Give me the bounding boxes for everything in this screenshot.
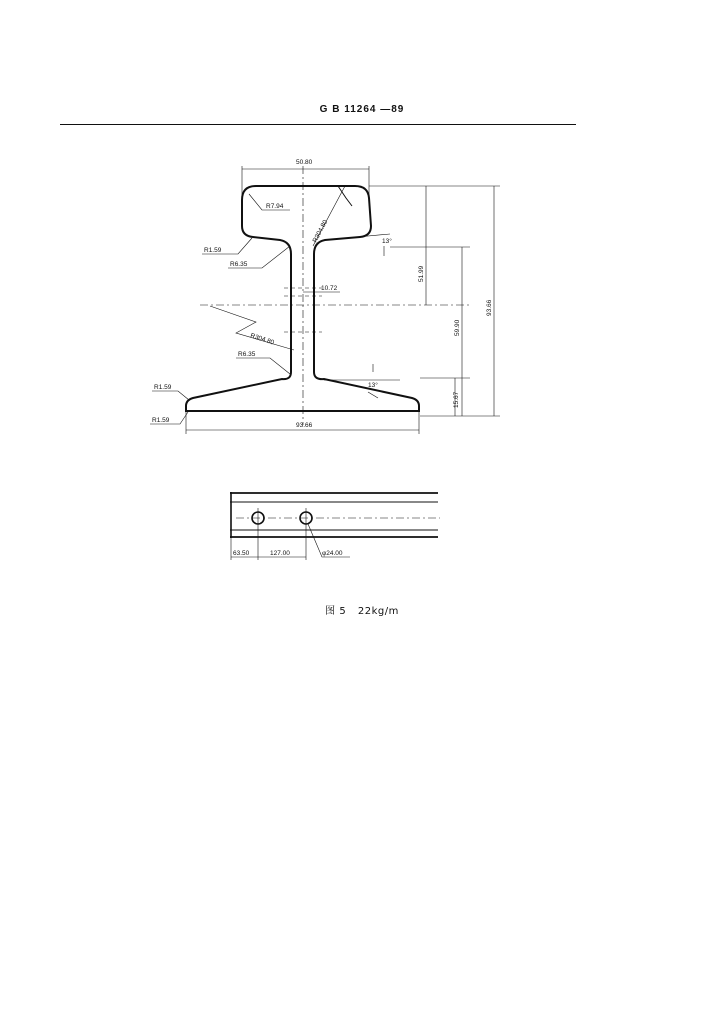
dim-r-head-top: R304.80	[311, 218, 330, 244]
leader-r-web	[210, 306, 294, 350]
dim-hole-diameter: φ24.00	[322, 550, 343, 557]
dim-h-neutral-to-base: 59.90	[454, 319, 461, 336]
dim-r-head-corner: R7.94	[266, 203, 284, 210]
leader-r-base-fillet	[236, 358, 290, 374]
dim-base-angle: 13°	[368, 382, 378, 389]
dim-h-head-to-neutral: 51.99	[418, 265, 425, 282]
dim-r-base-bottom-edge: R1.59	[152, 417, 170, 424]
dim-r-base-top-edge: R1.59	[154, 384, 172, 391]
dim-hole-spacing: 127.00	[270, 550, 290, 557]
leader-r-base-top-edge	[152, 391, 189, 400]
dim-web-thickness: 10.72	[321, 285, 338, 292]
head-angle-ref	[325, 234, 390, 240]
dim-r-under-head-large: R6.35	[230, 261, 248, 268]
base-angle-tick-2	[368, 392, 378, 398]
dim-r-web: R304.80	[249, 332, 275, 347]
dim-r-under-head-small: R1.59	[204, 247, 222, 254]
rail-profile	[186, 186, 419, 411]
dim-head-width: 50.80	[296, 159, 313, 166]
dim-r-base-fillet: R6.35	[238, 351, 256, 358]
dim-total-height: 93.66	[486, 299, 493, 316]
figure-number: 图 5	[325, 606, 347, 617]
figure-title: 22kg/m	[357, 606, 399, 617]
dim-head-angle: 13°	[382, 238, 392, 245]
dim-end-to-hole: 63.50	[233, 550, 250, 557]
head-top-detail	[338, 186, 352, 206]
figure-caption	[0, 602, 724, 617]
page-header: G B 11264 —89	[319, 104, 405, 115]
dim-base-width: 93.66	[296, 422, 313, 429]
dim-h-base-edge: 15.67	[453, 391, 460, 408]
